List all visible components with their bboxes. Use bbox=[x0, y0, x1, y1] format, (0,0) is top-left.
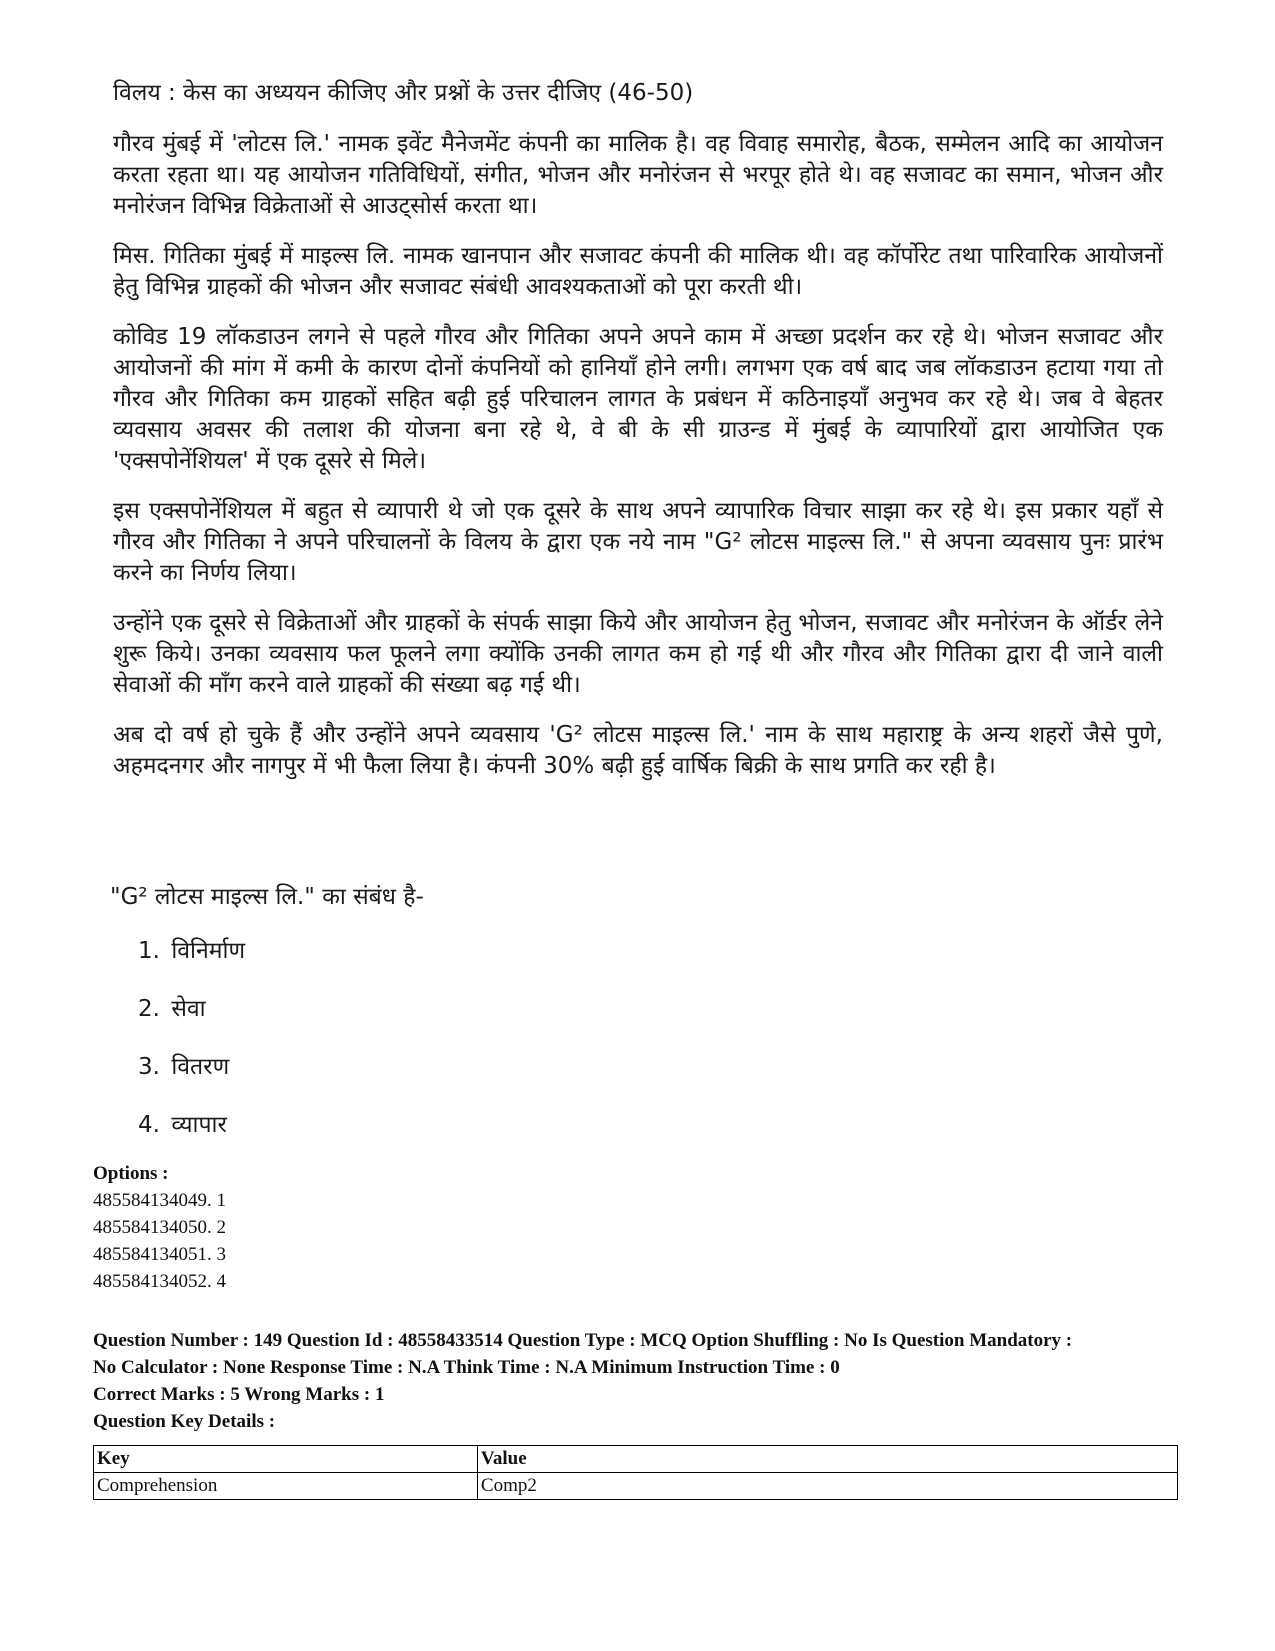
table-cell-key: Comprehension bbox=[94, 1473, 478, 1500]
passage-title: विलय : केस का अध्ययन कीजिए और प्रश्नों के उत्तर दीजिए (46-50) bbox=[113, 80, 694, 106]
table-header-value: Value bbox=[477, 1446, 1177, 1473]
table-header-key: Key bbox=[94, 1446, 478, 1473]
option-id-item: 485584134050. 2 bbox=[93, 1217, 226, 1238]
question-text: "G² लोटस माइल्स लि." का संबंध है- bbox=[110, 884, 424, 910]
passage-paragraph: गौरव मुंबई में 'लोटस लि.' नामक इवेंट मैनेजमेंट कंपनी का मालिक है। वह विवाह समारोह, बैठक, सम्मेलन आदि का आयोजन करता रहता था। यह आयोजन गतिविधियों, संगीत, भोजन और मनोरंजन से भरपूर होते थे। वह सजावट का समान, भोजन और मनोरंजन विभिन्न विक्रेताओं से आउट्सोर्स करता था। bbox=[113, 131, 1163, 219]
choice-item bbox=[138, 994, 245, 1052]
choice-number: 3. bbox=[138, 1054, 160, 1080]
key-details-table bbox=[93, 1445, 1178, 1500]
key-details-label: Question Key Details : bbox=[93, 1411, 276, 1432]
table-cell-value: Comp2 bbox=[477, 1473, 1177, 1500]
question-info-line: No Calculator : None Response Time : N.A Think Time : N.A Minimum Instruction Time : 0 bbox=[93, 1357, 840, 1378]
marks-line: Correct Marks : 5 Wrong Marks : 1 bbox=[93, 1384, 385, 1405]
choice-text: सेवा bbox=[171, 996, 206, 1022]
choice-item bbox=[138, 936, 245, 994]
choice-number: 4. bbox=[138, 1112, 160, 1138]
choice-number: 1. bbox=[138, 938, 160, 964]
passage-paragraph: उन्होंने एक दूसरे से विक्रेताओं और ग्राहकों के संपर्क साझा किये और आयोजन हेतु भोजन, सजावट और मनोरंजन के ऑर्डर लेने शुरू किये। उनका व्यवसाय फल फूलने लगा क्योंकि उनकी लागत कम हो गई थी और गौरव और गितिका द्वारा दी जाने वाली सेवाओं की माँग करने वाले ग्राहकों की संख्या बढ़ गई थी। bbox=[113, 610, 1163, 698]
passage-paragraph: इस एक्सपोनेंशियल में बहुत से व्यापारी थे जो एक दूसरे के साथ अपने व्यापारिक विचार साझा कर रहे थे। इस प्रकार यहाँ से गौरव और गितिका ने अपने परिचालनों के विलय के द्वारा एक नये नाम "G² लोटस माइल्स लि." से अपना व्यवसाय पुनः प्रारंभ करने का निर्णय लिया। bbox=[113, 498, 1163, 586]
choice-text: व्यापार bbox=[171, 1112, 227, 1138]
question-info-line: Question Number : 149 Question Id : 48558433514 Question Type : MCQ Option Shuffling : No Is Question Mandatory : bbox=[93, 1330, 1073, 1351]
option-id-item: 485584134049. 1 bbox=[93, 1190, 226, 1211]
options-label: Options : bbox=[93, 1163, 169, 1184]
choice-text: विनिर्माण bbox=[171, 938, 246, 964]
passage bbox=[113, 78, 1163, 801]
question-meta bbox=[93, 1160, 1188, 1435]
choice-text: वितरण bbox=[171, 1054, 230, 1080]
option-id-item: 485584134051. 3 bbox=[93, 1244, 226, 1265]
choice-item bbox=[138, 1052, 245, 1110]
passage-paragraph: अब दो वर्ष हो चुके हैं और उन्होंने अपने व्यवसाय 'G² लोटस माइल्स लि.' नाम के साथ महाराष्ट्र के अन्य शहरों जैसे पुणे, अहमदनगर और नागपुर में भी फैला लिया है। कंपनी 30% बढ़ी हुई वार्षिक बिक्री के साथ प्रगति कर रही है। bbox=[113, 722, 1163, 779]
choice-list bbox=[138, 936, 245, 1168]
passage-paragraph: कोविड 19 लॉकडाउन लगने से पहले गौरव और गितिका अपने अपने काम में अच्छा प्रदर्शन कर रहे थे। भोजन सजावट और आयोजनों की मांग में कमी के कारण दोनों कंपनियों को हानियाँ होने लगी। लगभग एक वर्ष बाद जब लॉकडाउन हटाया गया तो गौरव और गितिका कम ग्राहकों सहित बढ़ी हुई परिचालन लागत के प्रबंधन में कठिनाइयाँ अनुभव कर रहे थे। जब वे बेहतर व्यवसाय अवसर की तलाश की योजना बना रहे थे, वे बी के सी ग्राउन्ड में मुंबई के व्यापारियों द्वारा आयोजित एक 'एक्सपोनेंशियल' में एक दूसरे से मिले। bbox=[113, 324, 1163, 474]
passage-paragraph: मिस. गितिका मुंबई में माइल्स लि. नामक खानपान और सजावट कंपनी की मालिक थी। वह कॉर्पोरेट तथा पारिवारिक आयोजनों हेतु विभिन्न ग्राहकों की भोजन और सजावट संबंधी आवश्यकताओं को पूरा करती थी। bbox=[113, 243, 1163, 300]
table-row bbox=[94, 1473, 1178, 1500]
option-id-item: 485584134052. 4 bbox=[93, 1271, 226, 1292]
table-header-row bbox=[94, 1446, 1178, 1473]
choice-number: 2. bbox=[138, 996, 160, 1022]
